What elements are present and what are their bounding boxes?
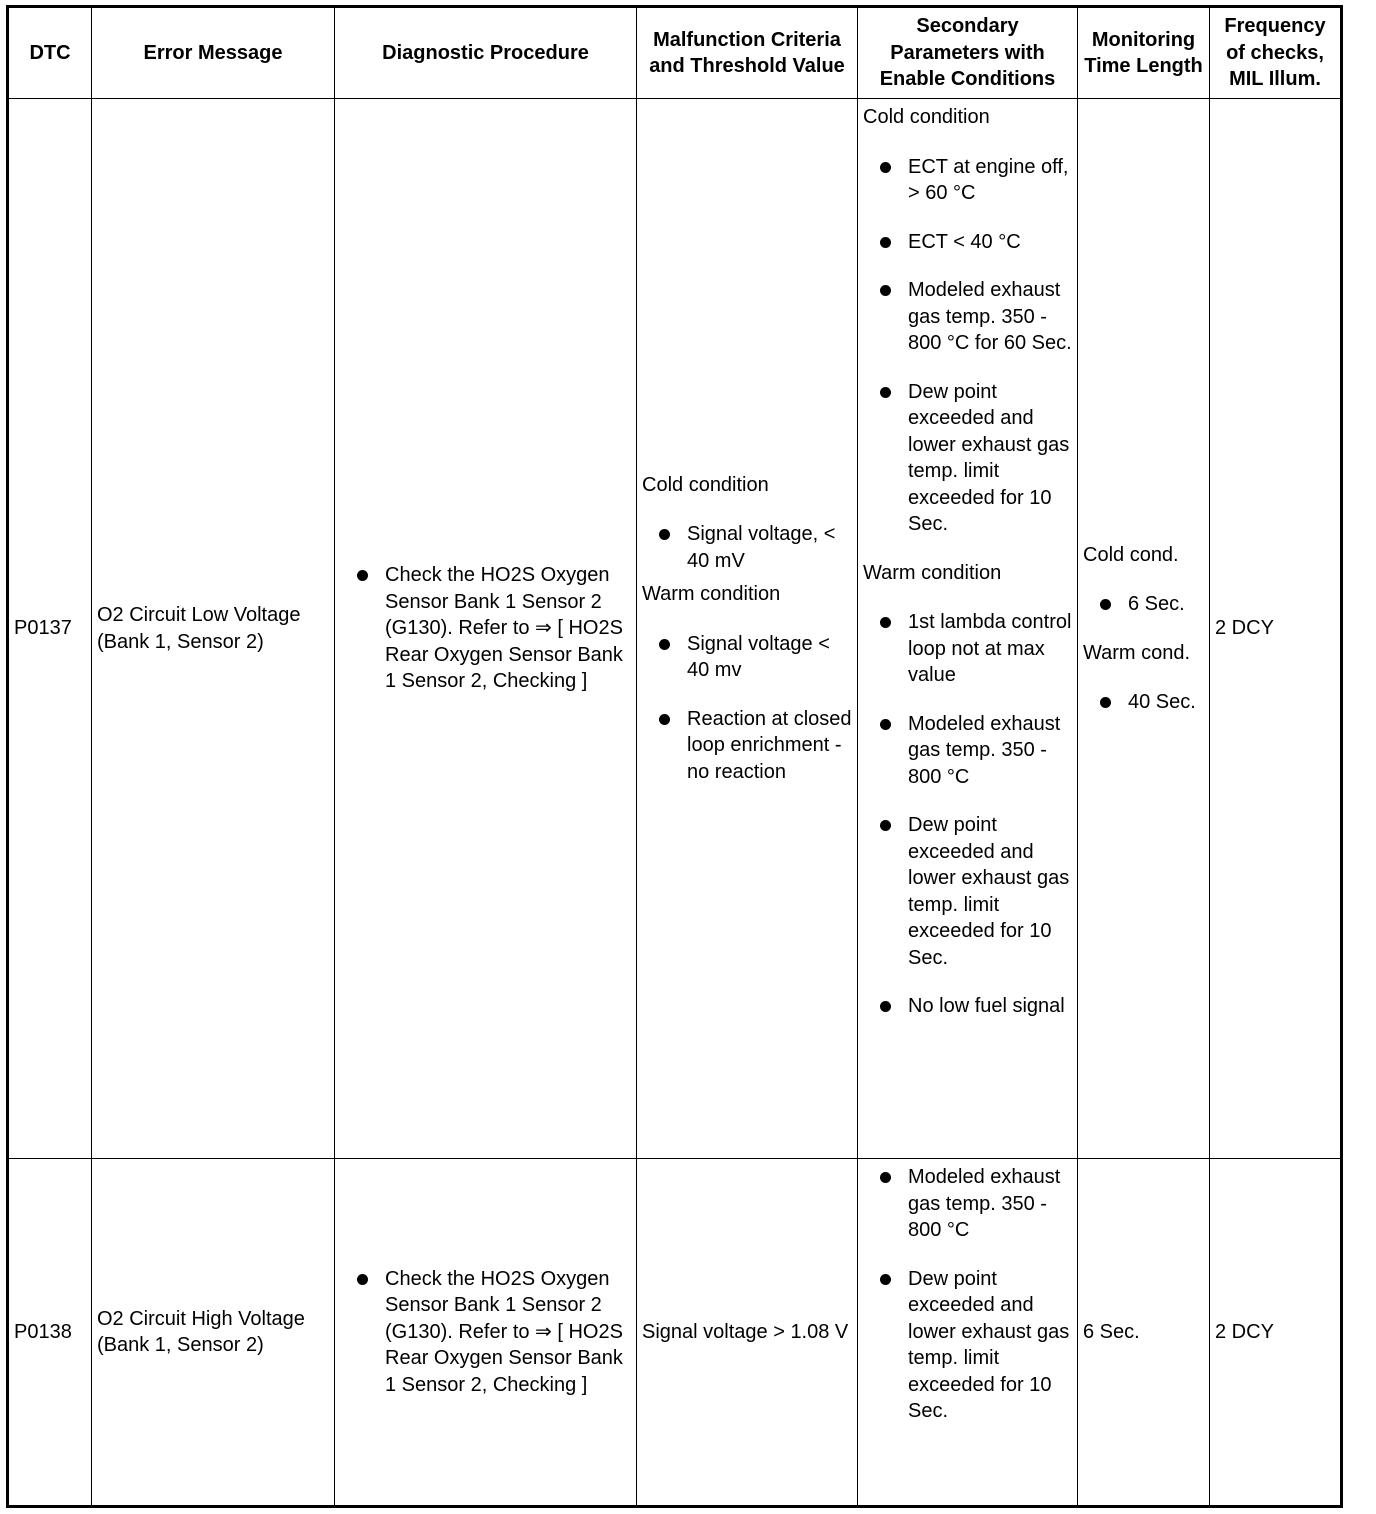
criteria-item: Reaction at closed loop enrichment - no reaction: [642, 706, 852, 786]
header-malfunction-criteria: Malfunction Criteria and Threshold Value: [637, 7, 858, 99]
cold-cond-label: Cold cond.: [1083, 543, 1179, 566]
warm-criteria-list: [642, 631, 852, 786]
header-monitoring-time: Monitoring Time Length: [1078, 7, 1210, 99]
dtc-cell: P0138: [8, 1159, 92, 1507]
warm-parameter-list: [863, 609, 1072, 1020]
header-row: [8, 7, 1342, 99]
secondary-parameters-cell: [858, 1159, 1078, 1507]
frequency-cell: 2 DCY: [1210, 1159, 1342, 1507]
warm-time-list: [1083, 689, 1204, 716]
frequency-cell: 2 DCY: [1210, 99, 1342, 1159]
criteria-item: Signal voltage, < 40 mV: [642, 521, 852, 574]
procedure-item: Check the HO2S Oxygen Sensor Bank 1 Sensor 2 (G130). Refer to ⇒ [ HO2S Rear Oxygen Sensor Bank 1 Sensor 2, Checking ]: [340, 1266, 631, 1399]
table-row-p0137: [8, 99, 1342, 1159]
cold-criteria-list: [642, 521, 852, 574]
procedure-item: Check the HO2S Oxygen Sensor Bank 1 Sensor 2 (G130). Refer to ⇒ [ HO2S Rear Oxygen Sensor Bank 1 Sensor 2, Checking ]: [340, 562, 631, 695]
header-dtc: DTC: [8, 7, 92, 99]
error-message-cell: O2 Circuit Low Voltage (Bank 1, Sensor 2): [92, 99, 335, 1159]
monitoring-time-cell: [1078, 99, 1210, 1159]
dtc-table: [6, 5, 1343, 1508]
dtc-table-container: [6, 5, 1343, 1508]
parameter-item: Dew point exceeded and lower exhaust gas temp. limit exceeded for 10 Sec.: [863, 379, 1072, 538]
cold-parameter-list: [863, 154, 1072, 538]
header-secondary-parameters: Secondary Parameters with Enable Conditions: [858, 7, 1078, 99]
parameter-item: Dew point exceeded and lower exhaust gas temp. limit exceeded for 10 Sec.: [863, 812, 1072, 971]
warm-cond-label: Warm cond.: [1083, 641, 1191, 664]
warm-condition-label: Warm condition: [863, 561, 1002, 584]
secondary-parameters-cell: [858, 99, 1078, 1159]
warm-condition-label: Warm condition: [642, 583, 781, 606]
table-row-p0138: [8, 1159, 1342, 1507]
cold-condition-label: Cold condition: [642, 473, 769, 496]
parameter-item: Modeled exhaust gas temp. 350 - 800 °C: [863, 711, 1072, 791]
parameter-item: 1st lambda control loop not at max value: [863, 609, 1072, 689]
procedure-list: [340, 562, 631, 695]
cold-condition-label: Cold condition: [863, 106, 990, 128]
parameter-list: [863, 1164, 1072, 1425]
monitoring-item: 6 Sec.: [1083, 591, 1204, 618]
parameter-item: Modeled exhaust gas temp. 350 - 800 °C for 60 Sec.: [863, 277, 1072, 357]
procedure-list: [340, 1266, 631, 1399]
parameter-item: Modeled exhaust gas temp. 350 - 800 °C: [863, 1164, 1072, 1244]
header-frequency: Frequency of checks, MIL Illum.: [1210, 7, 1342, 99]
parameter-item: ECT < 40 °C: [863, 229, 1072, 256]
parameter-item: No low fuel signal: [863, 993, 1072, 1020]
dtc-cell: P0137: [8, 99, 92, 1159]
monitoring-time-cell: 6 Sec.: [1078, 1159, 1210, 1507]
malfunction-criteria-cell: [637, 99, 858, 1159]
parameter-item: ECT at engine off, > 60 °C: [863, 154, 1072, 207]
diagnostic-procedure-cell: [335, 99, 637, 1159]
malfunction-criteria-cell: Signal voltage > 1.08 V: [637, 1159, 858, 1507]
header-diagnostic-procedure: Diagnostic Procedure: [335, 7, 637, 99]
diagnostic-procedure-cell: [335, 1159, 637, 1507]
parameter-item: Dew point exceeded and lower exhaust gas temp. limit exceeded for 10 Sec.: [863, 1266, 1072, 1425]
header-error-message: Error Message: [92, 7, 335, 99]
error-message-cell: O2 Circuit High Voltage (Bank 1, Sensor 2): [92, 1159, 335, 1507]
cold-time-list: [1083, 591, 1204, 618]
monitoring-item: 40 Sec.: [1083, 689, 1204, 716]
criteria-item: Signal voltage < 40 mv: [642, 631, 852, 684]
